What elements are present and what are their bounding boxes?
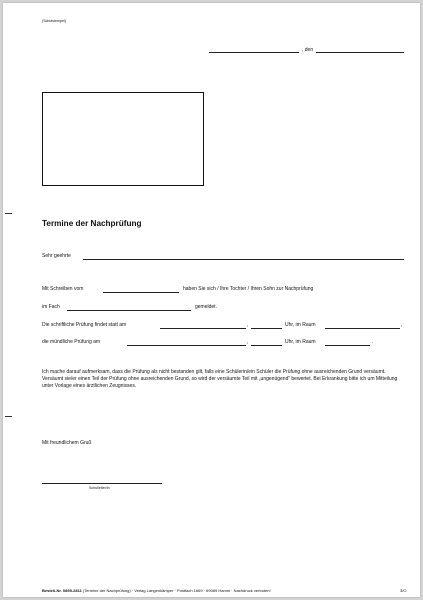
- subject-line: [67, 310, 191, 311]
- order-number: Bestell-Nr. 0895-2811: [42, 588, 82, 593]
- fold-mark-top: [5, 213, 12, 214]
- line3-time-label: Uhr, im Raum: [285, 322, 316, 328]
- date-separator: , den: [302, 47, 314, 53]
- page-code: 3/O: [400, 588, 407, 593]
- place-line: [209, 52, 299, 53]
- footer-info: [42, 588, 271, 593]
- school-stamp-label: (Schulstempel): [42, 19, 66, 23]
- oral-exam-date-line: [127, 345, 246, 346]
- signature-line: [42, 483, 162, 484]
- line3-comma2: ,: [401, 322, 403, 328]
- address-window: [42, 92, 204, 186]
- closing-text: Mit freundlichem Gruß: [42, 440, 92, 446]
- written-exam-time-line: [251, 328, 282, 329]
- notice-paragraph: Ich mache darauf aufmerksam, dass die Prüfung als nicht bestanden gilt, falls eine Schülerin/ein Schüler die Prüfung ohne ausreichenden Grund versäumt. Versäumt sie/er einen Teil der Prüfung ohne ausreichenden Grund, so wird der versäumte Teil mit „ungenügend“ bewertet. Bei Erkrankung bitte ich um Mitteilung unter Vorlage eines ärztlichen Zeugnisses.: [42, 369, 398, 389]
- salutation-label: Sehr geehrte: [42, 253, 71, 259]
- line1-prefix: Mit Schreiben vom: [42, 286, 84, 292]
- line4-prefix: die mündliche Prüfung am: [42, 339, 101, 345]
- line2-prefix: im Fach: [42, 304, 60, 310]
- written-exam-date-line: [160, 328, 246, 329]
- salutation-line: [83, 259, 404, 260]
- letter-date-line: [103, 292, 179, 293]
- footer-details: (Termine der Nachprüfung) · Verlag Langenkämper · Postfach 1669 · 69089 Hamm · Nachdruck verboten!: [82, 588, 271, 593]
- form-sheet: [3, 3, 420, 597]
- line1-suffix: haben Sie sich / Ihre Tochter / Ihren Sohn zur Nachprüfung: [183, 286, 314, 292]
- page-title: Termine der Nachprüfung: [42, 219, 142, 228]
- line4-comma1: ,: [247, 339, 249, 345]
- fold-mark-bottom: [5, 416, 12, 417]
- line3-prefix: Die schriftliche Prüfung findet statt am: [42, 322, 127, 328]
- signature-label: Schulleiter/in: [89, 486, 110, 490]
- line3-comma1: ,: [247, 322, 249, 328]
- written-exam-room-line: [325, 328, 400, 329]
- line4-time-label: Uhr, im Raum: [285, 339, 316, 345]
- oral-exam-room-line: [325, 345, 370, 346]
- date-line: [316, 52, 404, 53]
- oral-exam-time-line: [251, 345, 282, 346]
- line2-suffix: gemeldet.: [195, 304, 217, 310]
- line4-end: .: [372, 339, 374, 345]
